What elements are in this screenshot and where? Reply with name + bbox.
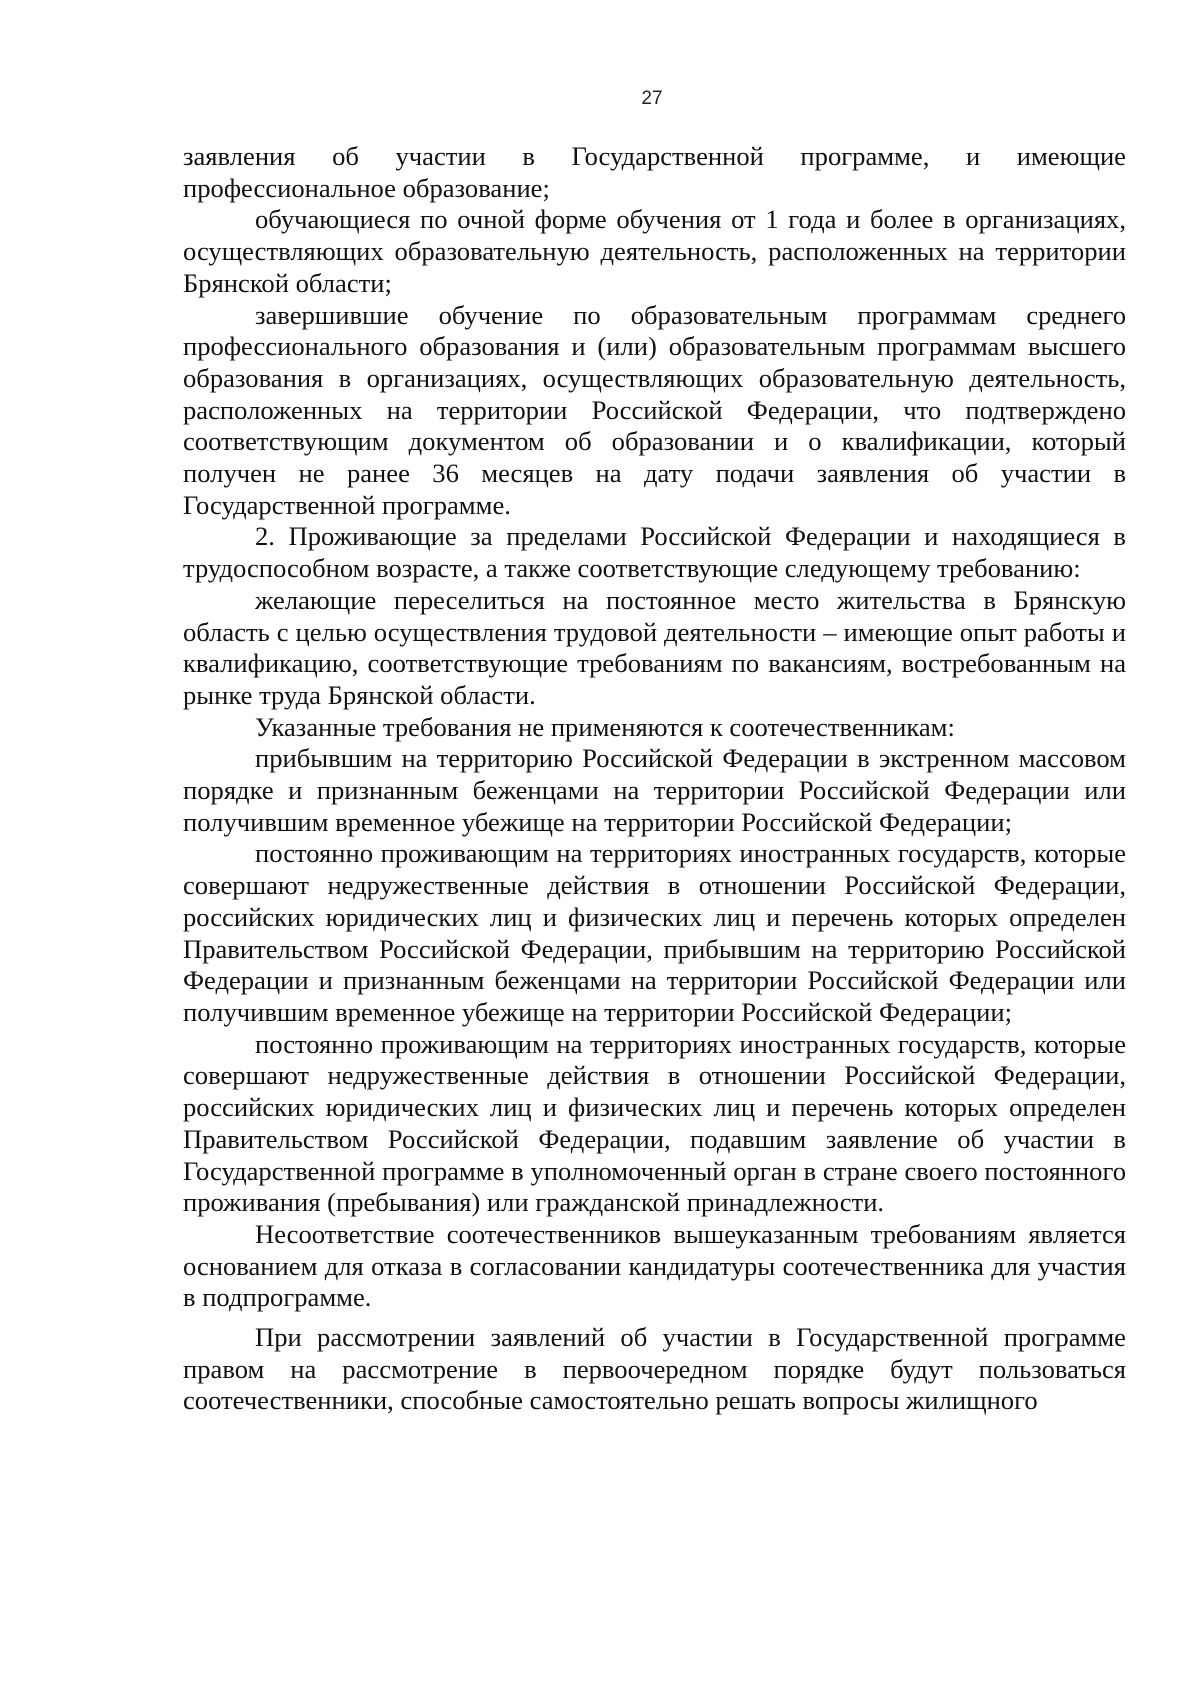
document-body bbox=[183, 141, 1126, 1417]
paragraph-8: постоянно проживающим на территориях иностранных государств, которые совершают недружественные действия в отношении Российской Федерации, российских юридических лиц и физических лиц и перечень которых определен Правительством Российской Федерации, прибывшим на территорию Российской Федерации и признанным беженцами на территории Российской Федерации или получившим временное убежище на территории Российской Федерации; bbox=[183, 838, 1126, 1027]
paragraph-5: желающие переселиться на постоянное место жительства в Брянскую область с целью осуществления трудовой деятельности – имеющие опыт работы и квалификацию, соответствующие требованиям по вакансиям, востребованным на рынке труда Брянской области. bbox=[183, 584, 1126, 710]
paragraph-11: При рассмотрении заявлений об участии в Государственной программе правом на рассмотрение в первоочередном порядке будут пользоваться соотечественники, способные самостоятельно решать вопросы жилищного bbox=[183, 1322, 1126, 1416]
paragraph-1: заявления об участии в Государственной программе, и имеющие профессиональное образование; bbox=[183, 141, 1126, 203]
paragraph-4: 2. Проживающие за пределами Российской Федерации и находящиеся в трудоспособном возрасте, а также соответствующие следующему требованию: bbox=[183, 521, 1126, 584]
paragraph-10: Несоответствие соотечественников вышеуказанным требованиям является основанием для отказа в согласовании кандидатуры соотечественника для участия в подпрограмме. bbox=[183, 1218, 1126, 1313]
page-number: 27 bbox=[641, 88, 663, 109]
paragraph-6: Указанные требования не применяются к соотечественникам: bbox=[255, 711, 955, 742]
paragraph-3: завершившие обучение по образовательным программам среднего профессионального образования и (или) образовательным программам высшего образования в организациях, осуществляющих образовательную деятельность, расположенных на территории Российской Федерации, что подтверждено соответствующим документом об образовании и о квалификации, который получен не ранее 36 месяцев на дату подачи заявления об участии в Государственной программе. bbox=[183, 299, 1126, 520]
paragraph-9: постоянно проживающим на территориях иностранных государств, которые совершают недружественные действия в отношении Российской Федерации, российских юридических лиц и физических лиц и перечень которых определен Правительством Российской Федерации, подавшим заявление об участии в Государственной программе в уполномоченный орган в стране своего постоянного проживания (пребывания) или гражданской принадлежности. bbox=[183, 1028, 1126, 1218]
paragraph-2: обучающиеся по очной форме обучения от 1 года и более в организациях, осуществляющих образовательную деятельность, расположенных на территории Брянской области; bbox=[183, 204, 1126, 298]
paragraph-7: прибывшим на территорию Российской Федерации в экстренном массовом порядке и признанным беженцами на территории Российской Федерации или получившим временное убежище на территории Российской Федерации; bbox=[183, 743, 1126, 837]
